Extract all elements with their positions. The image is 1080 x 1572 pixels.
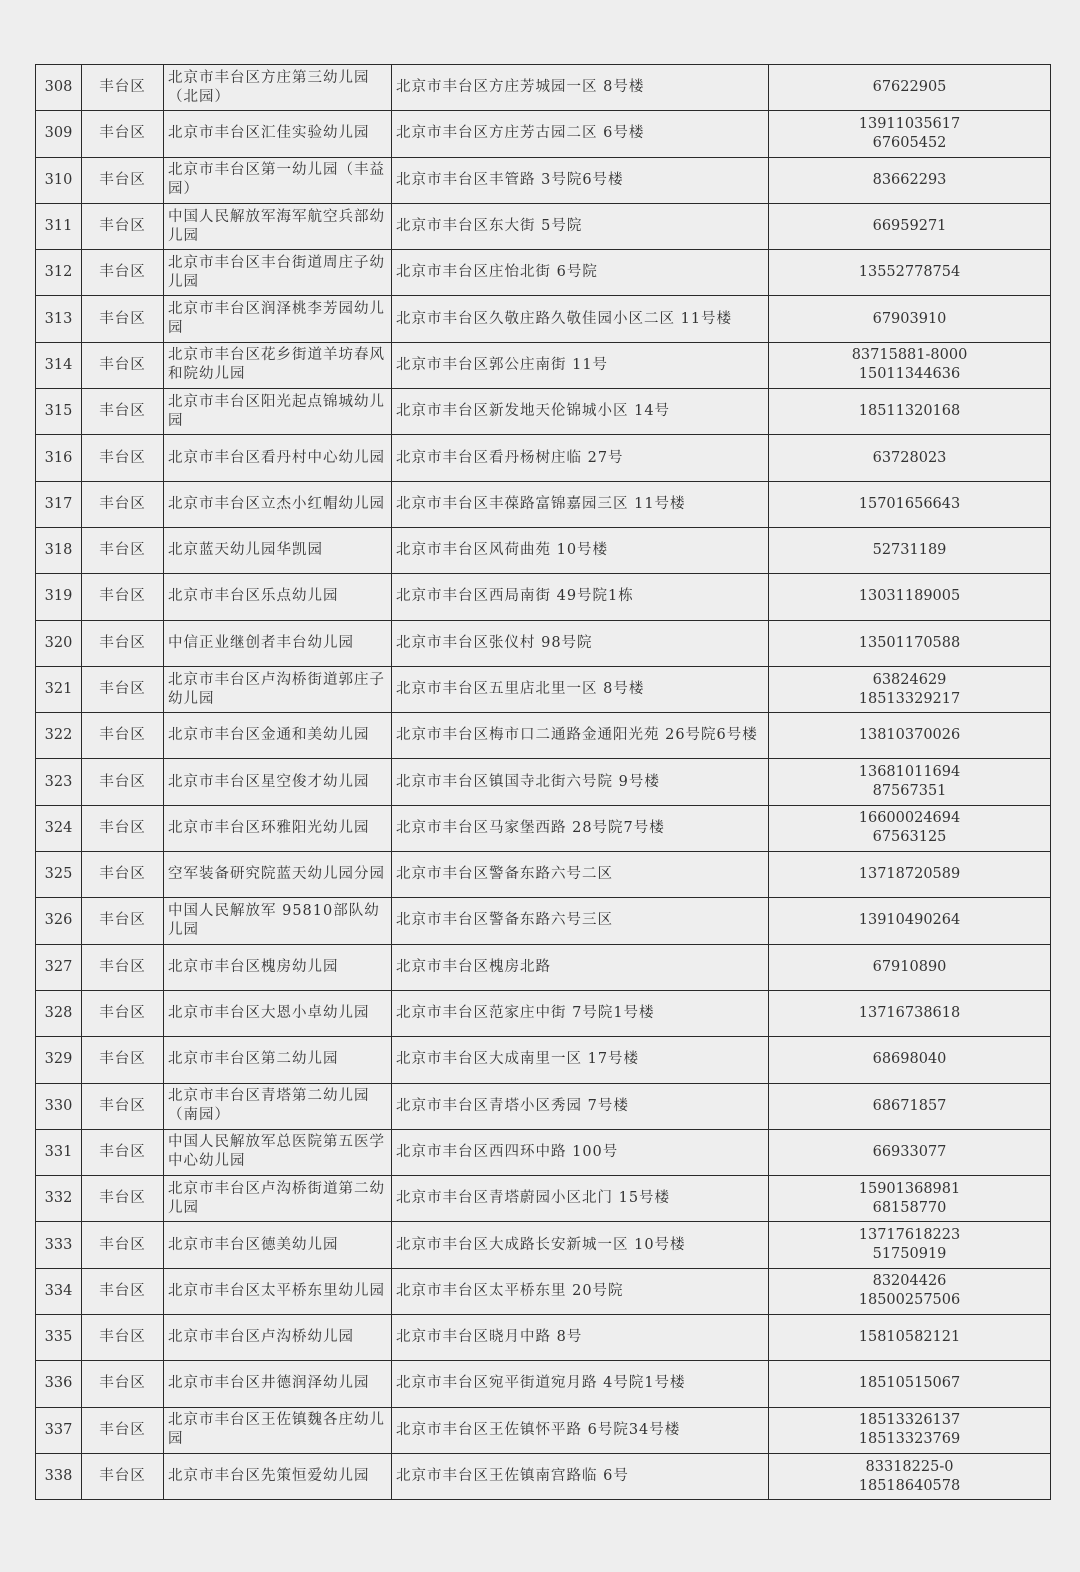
row-number-cell: 312	[36, 250, 82, 296]
row-number-cell: 308	[36, 65, 82, 111]
phone-number: 68158770	[872, 1199, 947, 1216]
phone-cell	[769, 435, 1051, 481]
district-cell: 丰台区	[82, 713, 164, 759]
row-number-cell: 338	[36, 1453, 82, 1499]
row-number-cell: 311	[36, 203, 82, 249]
phone-number: 15701656643	[858, 495, 961, 512]
phone-number: 68698040	[872, 1051, 947, 1068]
district-cell: 丰台区	[82, 1361, 164, 1407]
table-row	[36, 203, 1051, 249]
phone-number: 13911035617	[858, 115, 961, 132]
kindergarten-name-cell: 北京市丰台区星空俊才幼儿园	[164, 759, 392, 805]
district-cell: 丰台区	[82, 852, 164, 898]
table-row	[36, 111, 1051, 157]
table-row	[36, 1361, 1051, 1407]
row-number-cell: 313	[36, 296, 82, 342]
phone-number: 67622905	[872, 79, 947, 96]
district-cell: 丰台区	[82, 250, 164, 296]
kindergarten-name-cell: 北京市丰台区德美幼儿园	[164, 1222, 392, 1268]
phone-cell	[769, 1315, 1051, 1361]
row-number-cell: 324	[36, 805, 82, 851]
phone-cell	[769, 620, 1051, 666]
phone-cell	[769, 574, 1051, 620]
address-cell: 北京市丰台区青塔蔚园小区北门 15号楼	[392, 1176, 769, 1222]
kindergarten-name-cell: 空军装备研究院蓝天幼儿园分园	[164, 852, 392, 898]
row-number-cell: 335	[36, 1315, 82, 1361]
address-cell: 北京市丰台区风荷曲苑 10号楼	[392, 527, 769, 573]
phone-number: 18510515067	[858, 1375, 961, 1392]
address-cell: 北京市丰台区庄怡北街 6号院	[392, 250, 769, 296]
kindergarten-name-cell: 北京市丰台区井德润泽幼儿园	[164, 1361, 392, 1407]
row-number-cell: 329	[36, 1037, 82, 1083]
kindergarten-name-cell: 北京市丰台区卢沟桥幼儿园	[164, 1315, 392, 1361]
phone-cell	[769, 296, 1051, 342]
row-number-cell: 330	[36, 1083, 82, 1129]
phone-number: 15901368981	[858, 1180, 961, 1197]
address-cell: 北京市丰台区晓月中路 8号	[392, 1315, 769, 1361]
table-row	[36, 435, 1051, 481]
phone-number: 13810370026	[858, 727, 961, 744]
phone-cell	[769, 852, 1051, 898]
kindergarten-name-cell: 北京市丰台区方庄第三幼儿园（北园）	[164, 65, 392, 111]
phone-number: 18518640578	[858, 1477, 961, 1494]
address-cell: 北京市丰台区方庄芳古园二区 6号楼	[392, 111, 769, 157]
phone-cell	[769, 898, 1051, 944]
phone-number: 13501170588	[858, 634, 961, 651]
table-row	[36, 296, 1051, 342]
row-number-cell: 332	[36, 1176, 82, 1222]
row-number-cell: 315	[36, 389, 82, 435]
phone-cell	[769, 1453, 1051, 1499]
address-cell: 北京市丰台区梅市口二通路金通阳光苑 26号院6号楼	[392, 713, 769, 759]
table-row	[36, 805, 1051, 851]
kindergarten-name-cell: 北京市丰台区槐房幼儿园	[164, 944, 392, 990]
kindergarten-name-cell: 北京市丰台区汇佳实验幼儿园	[164, 111, 392, 157]
district-cell: 丰台区	[82, 759, 164, 805]
kindergarten-name-cell: 北京市丰台区青塔第二幼儿园（南园）	[164, 1083, 392, 1129]
district-cell: 丰台区	[82, 1315, 164, 1361]
phone-number: 51750919	[872, 1246, 947, 1263]
phone-cell	[769, 157, 1051, 203]
address-cell: 北京市丰台区宛平街道宛月路 4号院1号楼	[392, 1361, 769, 1407]
district-cell: 丰台区	[82, 1453, 164, 1499]
phone-cell	[769, 481, 1051, 527]
address-cell: 北京市丰台区大成路长安新城一区 10号楼	[392, 1222, 769, 1268]
phone-cell	[769, 1129, 1051, 1175]
kindergarten-name-cell: 北京市丰台区丰台街道周庄子幼儿园	[164, 250, 392, 296]
district-cell: 丰台区	[82, 805, 164, 851]
phone-cell	[769, 1268, 1051, 1314]
phone-number: 67903910	[872, 310, 947, 327]
district-cell: 丰台区	[82, 1176, 164, 1222]
phone-number: 66933077	[872, 1143, 947, 1160]
address-cell: 北京市丰台区新发地天伦锦城小区 14号	[392, 389, 769, 435]
table-row	[36, 157, 1051, 203]
phone-number: 67605452	[872, 134, 947, 151]
phone-cell	[769, 1083, 1051, 1129]
kindergarten-name-cell: 北京市丰台区卢沟桥街道第二幼儿园	[164, 1176, 392, 1222]
row-number-cell: 314	[36, 342, 82, 388]
address-cell: 北京市丰台区东大街 5号院	[392, 203, 769, 249]
address-cell: 北京市丰台区范家庄中街 7号院1号楼	[392, 990, 769, 1036]
kindergarten-table	[35, 64, 1051, 1500]
table-row	[36, 1083, 1051, 1129]
table-row	[36, 1407, 1051, 1453]
address-cell: 北京市丰台区青塔小区秀园 7号楼	[392, 1083, 769, 1129]
phone-cell	[769, 389, 1051, 435]
table-row	[36, 1176, 1051, 1222]
phone-number: 52731189	[872, 542, 947, 559]
address-cell: 北京市丰台区镇国寺北街六号院 9号楼	[392, 759, 769, 805]
kindergarten-name-cell: 北京市丰台区王佐镇魏各庄幼儿园	[164, 1407, 392, 1453]
address-cell: 北京市丰台区丰葆路富锦嘉园三区 11号楼	[392, 481, 769, 527]
address-cell: 北京市丰台区方庄芳城园一区 8号楼	[392, 65, 769, 111]
phone-number: 13031189005	[858, 588, 961, 605]
kindergarten-name-cell: 北京市丰台区卢沟桥街道郭庄子幼儿园	[164, 666, 392, 712]
address-cell: 北京市丰台区槐房北路	[392, 944, 769, 990]
district-cell: 丰台区	[82, 527, 164, 573]
table-row	[36, 990, 1051, 1036]
kindergarten-name-cell: 北京市丰台区看丹村中心幼儿园	[164, 435, 392, 481]
phone-number: 13716738618	[858, 1005, 961, 1022]
table-row	[36, 389, 1051, 435]
table-row	[36, 527, 1051, 573]
phone-number: 83662293	[872, 171, 947, 188]
phone-number: 63824629	[872, 671, 947, 688]
phone-cell	[769, 759, 1051, 805]
row-number-cell: 336	[36, 1361, 82, 1407]
kindergarten-name-cell: 北京市丰台区立杰小红帽幼儿园	[164, 481, 392, 527]
phone-cell	[769, 1222, 1051, 1268]
phone-number: 18513323769	[858, 1431, 961, 1448]
row-number-cell: 319	[36, 574, 82, 620]
address-cell: 北京市丰台区西四环中路 100号	[392, 1129, 769, 1175]
table-row	[36, 713, 1051, 759]
kindergarten-name-cell: 中国人民解放军海军航空兵部幼儿园	[164, 203, 392, 249]
phone-number: 13717618223	[858, 1227, 961, 1244]
row-number-cell: 334	[36, 1268, 82, 1314]
kindergarten-name-cell: 北京市丰台区润泽桃李芳园幼儿园	[164, 296, 392, 342]
table-row	[36, 1453, 1051, 1499]
phone-cell	[769, 342, 1051, 388]
district-cell: 丰台区	[82, 944, 164, 990]
phone-number: 87567351	[872, 783, 947, 800]
phone-number: 83318225-0	[865, 1458, 954, 1475]
district-cell: 丰台区	[82, 389, 164, 435]
address-cell: 北京市丰台区王佐镇怀平路 6号院34号楼	[392, 1407, 769, 1453]
row-number-cell: 320	[36, 620, 82, 666]
phone-cell	[769, 1361, 1051, 1407]
district-cell: 丰台区	[82, 1083, 164, 1129]
address-cell: 北京市丰台区太平桥东里 20号院	[392, 1268, 769, 1314]
district-cell: 丰台区	[82, 296, 164, 342]
table-row	[36, 1222, 1051, 1268]
kindergarten-name-cell: 北京市丰台区花乡街道羊坊春风和院幼儿园	[164, 342, 392, 388]
table-row	[36, 944, 1051, 990]
address-cell: 北京市丰台区警备东路六号二区	[392, 852, 769, 898]
district-cell: 丰台区	[82, 1222, 164, 1268]
table-row	[36, 250, 1051, 296]
row-number-cell: 310	[36, 157, 82, 203]
district-cell: 丰台区	[82, 65, 164, 111]
district-cell: 丰台区	[82, 574, 164, 620]
district-cell: 丰台区	[82, 620, 164, 666]
district-cell: 丰台区	[82, 342, 164, 388]
phone-cell	[769, 250, 1051, 296]
phone-number: 63728023	[872, 449, 947, 466]
table-row	[36, 852, 1051, 898]
row-number-cell: 309	[36, 111, 82, 157]
address-cell: 北京市丰台区王佐镇南宫路临 6号	[392, 1453, 769, 1499]
kindergarten-name-cell: 北京市丰台区第一幼儿园（丰益园）	[164, 157, 392, 203]
table-row	[36, 342, 1051, 388]
phone-number: 18500257506	[858, 1292, 961, 1309]
address-cell: 北京市丰台区张仪村 98号院	[392, 620, 769, 666]
row-number-cell: 317	[36, 481, 82, 527]
phone-cell	[769, 805, 1051, 851]
district-cell: 丰台区	[82, 111, 164, 157]
phone-number: 67910890	[872, 958, 947, 975]
phone-cell	[769, 527, 1051, 573]
row-number-cell: 322	[36, 713, 82, 759]
kindergarten-name-cell: 北京市丰台区环雅阳光幼儿园	[164, 805, 392, 851]
phone-cell	[769, 713, 1051, 759]
phone-cell	[769, 666, 1051, 712]
kindergarten-name-cell: 中信正业继创者丰台幼儿园	[164, 620, 392, 666]
table-row	[36, 666, 1051, 712]
phone-cell	[769, 65, 1051, 111]
row-number-cell: 323	[36, 759, 82, 805]
address-cell: 北京市丰台区看丹杨树庄临 27号	[392, 435, 769, 481]
phone-cell	[769, 990, 1051, 1036]
kindergarten-name-cell: 北京市丰台区第二幼儿园	[164, 1037, 392, 1083]
district-cell: 丰台区	[82, 1407, 164, 1453]
table-row	[36, 1315, 1051, 1361]
address-cell: 北京市丰台区丰管路 3号院6号楼	[392, 157, 769, 203]
address-cell: 北京市丰台区久敬庄路久敬佳园小区二区 11号楼	[392, 296, 769, 342]
phone-cell	[769, 203, 1051, 249]
table-row	[36, 1268, 1051, 1314]
phone-number: 13681011694	[858, 764, 961, 781]
row-number-cell: 318	[36, 527, 82, 573]
district-cell: 丰台区	[82, 898, 164, 944]
phone-number: 18511320168	[858, 403, 961, 420]
kindergarten-name-cell: 北京市丰台区乐点幼儿园	[164, 574, 392, 620]
kindergarten-name-cell: 北京蓝天幼儿园华凯园	[164, 527, 392, 573]
row-number-cell: 326	[36, 898, 82, 944]
phone-cell	[769, 1407, 1051, 1453]
phone-number: 13552778754	[858, 264, 961, 281]
district-cell: 丰台区	[82, 1037, 164, 1083]
table-row	[36, 481, 1051, 527]
kindergarten-name-cell: 北京市丰台区大恩小卓幼儿园	[164, 990, 392, 1036]
phone-number: 18513329217	[858, 690, 961, 707]
phone-number: 15810582121	[858, 1329, 961, 1346]
district-cell: 丰台区	[82, 1268, 164, 1314]
kindergarten-name-cell: 中国人民解放军总医院第五医学中心幼儿园	[164, 1129, 392, 1175]
table-row	[36, 574, 1051, 620]
address-cell: 北京市丰台区马家堡西路 28号院7号楼	[392, 805, 769, 851]
phone-number: 83204426	[872, 1273, 947, 1290]
district-cell: 丰台区	[82, 203, 164, 249]
phone-cell	[769, 944, 1051, 990]
row-number-cell: 325	[36, 852, 82, 898]
district-cell: 丰台区	[82, 435, 164, 481]
phone-cell	[769, 111, 1051, 157]
row-number-cell: 316	[36, 435, 82, 481]
address-cell: 北京市丰台区西局南街 49号院1栋	[392, 574, 769, 620]
address-cell: 北京市丰台区警备东路六号三区	[392, 898, 769, 944]
row-number-cell: 328	[36, 990, 82, 1036]
phone-number: 18513326137	[858, 1412, 961, 1429]
address-cell: 北京市丰台区五里店北里一区 8号楼	[392, 666, 769, 712]
district-cell: 丰台区	[82, 990, 164, 1036]
row-number-cell: 333	[36, 1222, 82, 1268]
row-number-cell: 327	[36, 944, 82, 990]
table-row	[36, 898, 1051, 944]
row-number-cell: 337	[36, 1407, 82, 1453]
district-cell: 丰台区	[82, 157, 164, 203]
phone-number: 15011344636	[858, 366, 961, 383]
row-number-cell: 331	[36, 1129, 82, 1175]
table-body	[36, 65, 1051, 1500]
table-row	[36, 759, 1051, 805]
phone-number: 68671857	[872, 1097, 947, 1114]
phone-number: 66959271	[872, 218, 947, 235]
phone-number: 83715881-8000	[851, 347, 968, 364]
address-cell: 北京市丰台区郭公庄南街 11号	[392, 342, 769, 388]
kindergarten-name-cell: 北京市丰台区金通和美幼儿园	[164, 713, 392, 759]
kindergarten-name-cell: 北京市丰台区先策恒爱幼儿园	[164, 1453, 392, 1499]
table-row	[36, 1037, 1051, 1083]
row-number-cell: 321	[36, 666, 82, 712]
table-row	[36, 65, 1051, 111]
phone-number: 13910490264	[858, 912, 961, 929]
address-cell: 北京市丰台区大成南里一区 17号楼	[392, 1037, 769, 1083]
district-cell: 丰台区	[82, 1129, 164, 1175]
kindergarten-name-cell: 北京市丰台区阳光起点锦城幼儿园	[164, 389, 392, 435]
phone-number: 16600024694	[858, 810, 961, 827]
district-cell: 丰台区	[82, 666, 164, 712]
district-cell: 丰台区	[82, 481, 164, 527]
phone-number: 13718720589	[858, 866, 961, 883]
phone-cell	[769, 1176, 1051, 1222]
kindergarten-name-cell: 北京市丰台区太平桥东里幼儿园	[164, 1268, 392, 1314]
table-row	[36, 1129, 1051, 1175]
table-row	[36, 620, 1051, 666]
phone-number: 67563125	[872, 829, 947, 846]
kindergarten-name-cell: 中国人民解放军 95810部队幼儿园	[164, 898, 392, 944]
phone-cell	[769, 1037, 1051, 1083]
